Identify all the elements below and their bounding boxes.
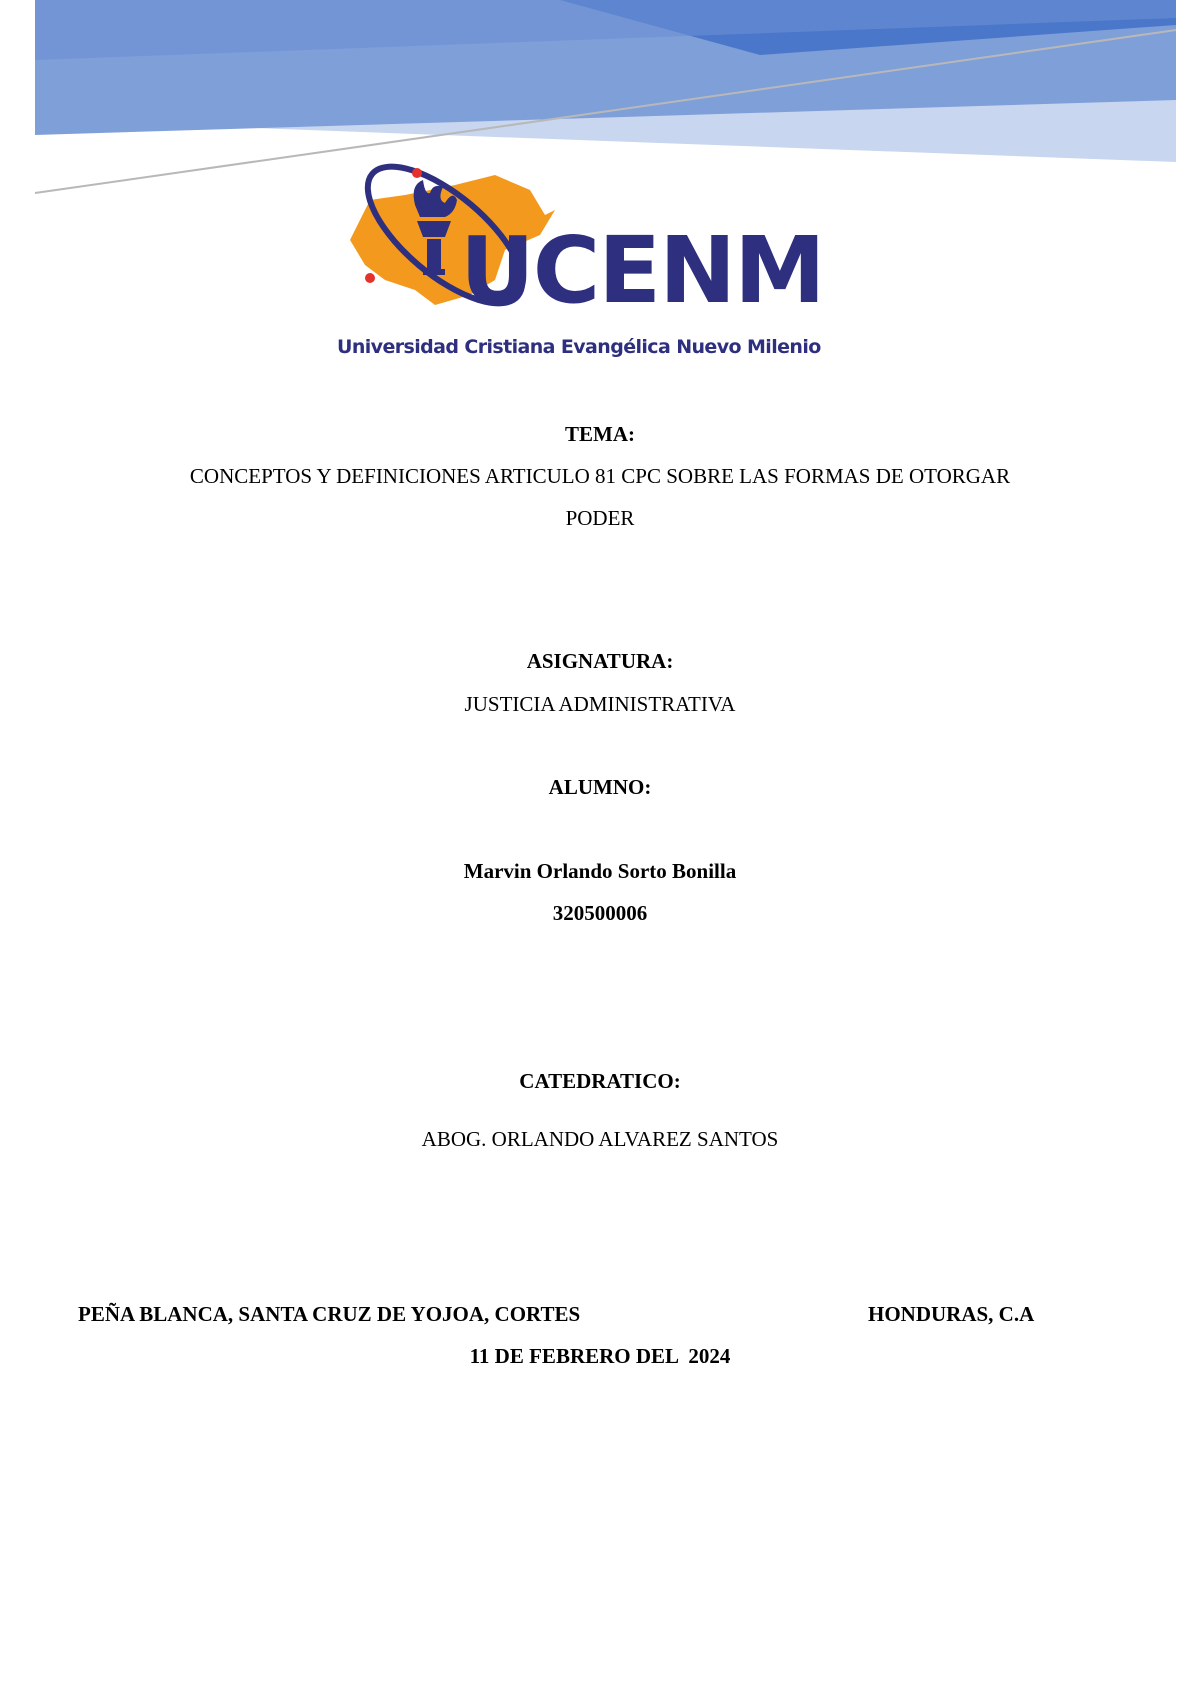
tema-line-2: PODER	[565, 506, 635, 530]
footer-location: PEÑA BLANCA, SANTA CRUZ DE YOJOA, CORTES	[78, 1302, 581, 1326]
logo-university-name: Universidad Cristiana Evangélica Nuevo Milenio	[337, 336, 821, 358]
tema-label: TEMA:	[565, 422, 635, 446]
asignatura-value: JUSTICIA ADMINISTRATIVA	[464, 692, 736, 716]
catedratico-label: CATEDRATICO:	[519, 1069, 681, 1093]
catedratico-value: ABOG. ORLANDO ALVAREZ SANTOS	[421, 1127, 779, 1151]
footer-country: HONDURAS, C.A	[868, 1302, 1035, 1326]
tema-line-1: CONCEPTOS Y DEFINICIONES ARTICULO 81 CPC SOBRE LAS FORMAS DE OTORGAR	[189, 464, 1011, 488]
alumno-label: ALUMNO:	[548, 775, 652, 799]
ucenm-logo	[337, 155, 825, 370]
alumno-id: 320500006	[552, 901, 648, 925]
orbit-dot-icon	[365, 273, 375, 283]
alumno-name: Marvin Orlando Sorto Bonilla	[463, 859, 737, 883]
asignatura-label: ASIGNATURA:	[526, 649, 674, 673]
logo-acronym: UCENM	[460, 217, 824, 324]
orbit-dot-icon	[412, 168, 422, 178]
footer-date: 11 DE FEBRERO DEL 2024	[469, 1344, 731, 1368]
